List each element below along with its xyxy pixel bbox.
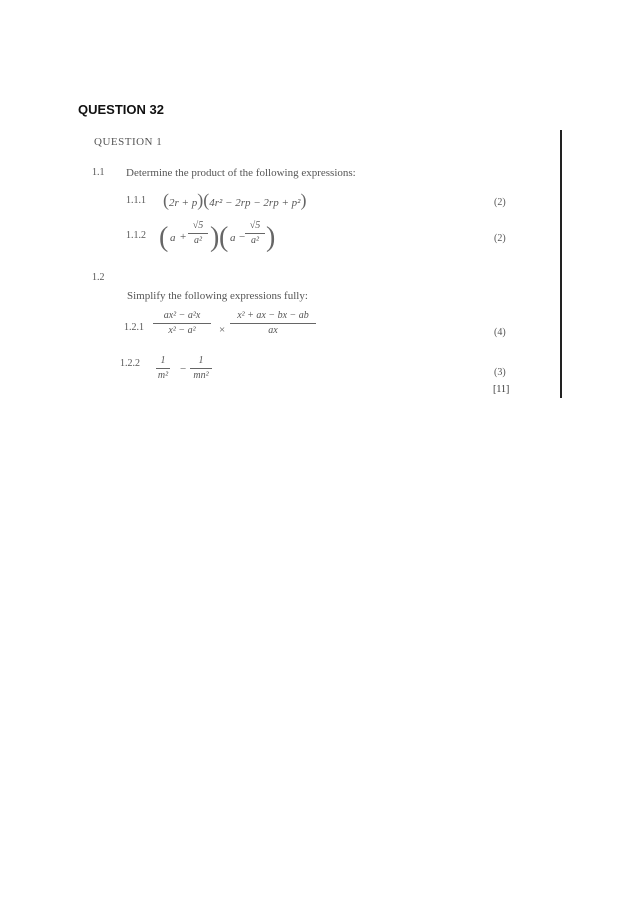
margin-bar xyxy=(560,130,562,398)
q1-2-instruction: Simplify the following expressions fully: xyxy=(127,290,308,302)
left-paren-2: ( xyxy=(219,222,229,253)
plus-sign: + xyxy=(180,231,187,243)
q1-1-instruction: Determine the product of the following expressions: xyxy=(126,167,356,179)
var-a-2: a xyxy=(230,232,236,244)
q1-1-1-marks: (2) xyxy=(494,197,506,208)
fraction-sqrt5-over-a2-2: √5 a² xyxy=(245,220,265,247)
var-a-1: a xyxy=(170,232,176,244)
left-paren-1: ( xyxy=(159,222,169,253)
fraction-1-over-mn2: 1 mn² xyxy=(190,355,212,382)
fraction-1: ax² − a²x x² − a² xyxy=(153,310,211,337)
q1-1-1-number: 1.1.1 xyxy=(126,195,146,206)
q1-1-1-expression: (2r + p)(4r² − 2rp − 2rp + p²) xyxy=(163,190,307,210)
right-paren-2: ) xyxy=(266,222,276,253)
q1-2-1-marks: (4) xyxy=(494,327,506,338)
minus-sign: − xyxy=(239,231,246,243)
q1-1-number: 1.1 xyxy=(92,167,105,178)
q1-1-2-marks: (2) xyxy=(494,233,506,244)
minus-sign-2: − xyxy=(180,363,187,375)
times-sign: × xyxy=(219,324,226,336)
q1-1-2-number: 1.1.2 xyxy=(126,230,146,241)
expr-a: 2r + p xyxy=(169,197,198,209)
fraction-2: x² + ax − bx − ab ax xyxy=(230,310,316,337)
q1-2-number: 1.2 xyxy=(92,272,105,283)
page-heading: QUESTION 32 xyxy=(78,102,164,117)
q1-2-2-number: 1.2.2 xyxy=(120,358,140,369)
expr-b: 4r² − 2rp − 2rp + p² xyxy=(209,197,301,209)
q1-2-2-marks: (3) xyxy=(494,367,506,378)
q1-2-1-number: 1.2.1 xyxy=(124,322,144,333)
fraction-1-over-m2: 1 m² xyxy=(157,355,169,381)
fraction-sqrt5-over-a2-1: √5 a² xyxy=(188,220,208,247)
total-marks: [11] xyxy=(493,384,510,395)
question-title: QUESTION 1 xyxy=(94,136,163,148)
right-paren-1: ) xyxy=(210,222,220,253)
